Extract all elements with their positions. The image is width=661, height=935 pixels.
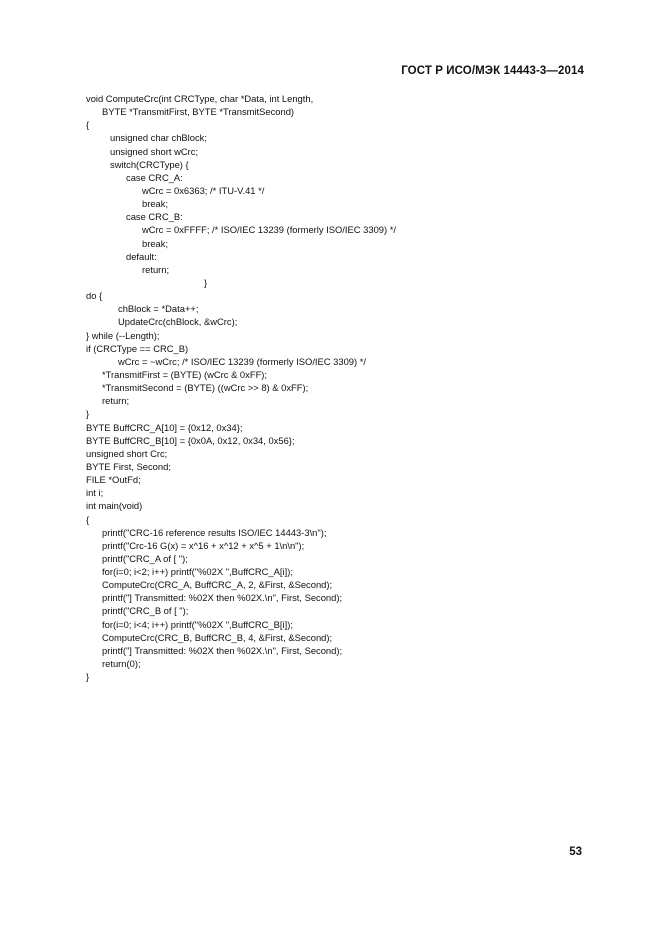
page-number: 53 — [569, 846, 582, 858]
code-line: } while (--Length); — [86, 329, 160, 341]
code-line: ComputeCrc(CRC_A, BuffCRC_A, 2, &First, &Second); — [102, 579, 333, 591]
code-line: break; — [142, 198, 169, 210]
code-line: } — [204, 276, 208, 288]
code-line: printf("CRC_A of [ "); — [102, 552, 188, 564]
code-line: for(i=0; i<2; i++) printf("%02X ",BuffCRC_A[i]); — [102, 566, 293, 578]
code-line: return(0); — [102, 658, 141, 670]
code-line: printf("] Transmitted: %02X then %02X.\n", First, Second); — [102, 644, 343, 656]
code-line: UpdateCrc(chBlock, &wCrc); — [118, 316, 238, 328]
code-line: if (CRCType == CRC_B) — [86, 342, 189, 354]
code-line: *TransmitFirst = (BYTE) (wCrc & 0xFF); — [102, 368, 268, 380]
code-line: BYTE First, Second; — [86, 460, 171, 472]
code-line: wCrc = 0xFFFF; /* ISO/IEC 13239 (formerly ISO/IEC 3309) */ — [142, 224, 396, 236]
code-line: break; — [142, 237, 169, 249]
code-line: wCrc = ~wCrc; /* ISO/IEC 13239 (formerly ISO/IEC 3309) */ — [118, 355, 366, 367]
code-line: } — [86, 408, 90, 420]
code-line: int i; — [86, 487, 104, 499]
code-line: default: — [126, 250, 157, 262]
code-line: { — [86, 513, 90, 525]
code-line: *TransmitSecond = (BYTE) ((wCrc >> 8) & 0xFF); — [102, 382, 309, 394]
code-line: return; — [102, 395, 130, 407]
code-line: BYTE BuffCRC_B[10] = {0x0A, 0x12, 0x34, 0x56}; — [86, 434, 295, 446]
code-line: case CRC_A: — [126, 171, 183, 183]
code-line: BYTE BuffCRC_A[10] = {0x12, 0x34}; — [86, 421, 243, 433]
code-line: chBlock = *Data++; — [118, 303, 199, 315]
code-line: { — [86, 119, 90, 131]
code-line: } — [86, 671, 90, 683]
code-line: printf("CRC-16 reference results ISO/IEC 14443-3\n"); — [102, 526, 327, 538]
code-line: printf("Crc-16 G(x) = x^16 + x^12 + x^5 + 1\n\n"); — [102, 539, 305, 551]
code-line: case CRC_B: — [126, 211, 183, 223]
code-line: return; — [142, 263, 170, 275]
code-listing — [86, 92, 586, 683]
code-line: void ComputeCrc(int CRCType, char *Data, int Length, — [86, 93, 314, 104]
code-line: unsigned short Crc; — [86, 447, 168, 459]
code-line: switch(CRCType) { — [110, 158, 189, 170]
code-line: unsigned char chBlock; — [110, 132, 207, 144]
code-line: BYTE *TransmitFirst, BYTE *TransmitSecond) — [102, 106, 295, 118]
page-header-standard: ГОСТ Р ИСО/МЭК 14443-3—2014 — [401, 65, 584, 77]
code-line: int main(void) — [86, 500, 143, 512]
code-line: for(i=0; i<4; i++) printf("%02X ",BuffCRC_B[i]); — [102, 618, 293, 630]
code-line: ComputeCrc(CRC_B, BuffCRC_B, 4, &First, &Second); — [102, 631, 333, 643]
code-line: printf("] Transmitted: %02X then %02X.\n", First, Second); — [102, 592, 343, 604]
code-line: FILE *OutFd; — [86, 474, 141, 486]
code-line: unsigned short wCrc; — [110, 145, 199, 157]
code-line: wCrc = 0x6363; /* ITU-V.41 */ — [142, 184, 265, 196]
code-line: do { — [86, 290, 103, 302]
code-line: printf("CRC_B of [ "); — [102, 605, 189, 617]
